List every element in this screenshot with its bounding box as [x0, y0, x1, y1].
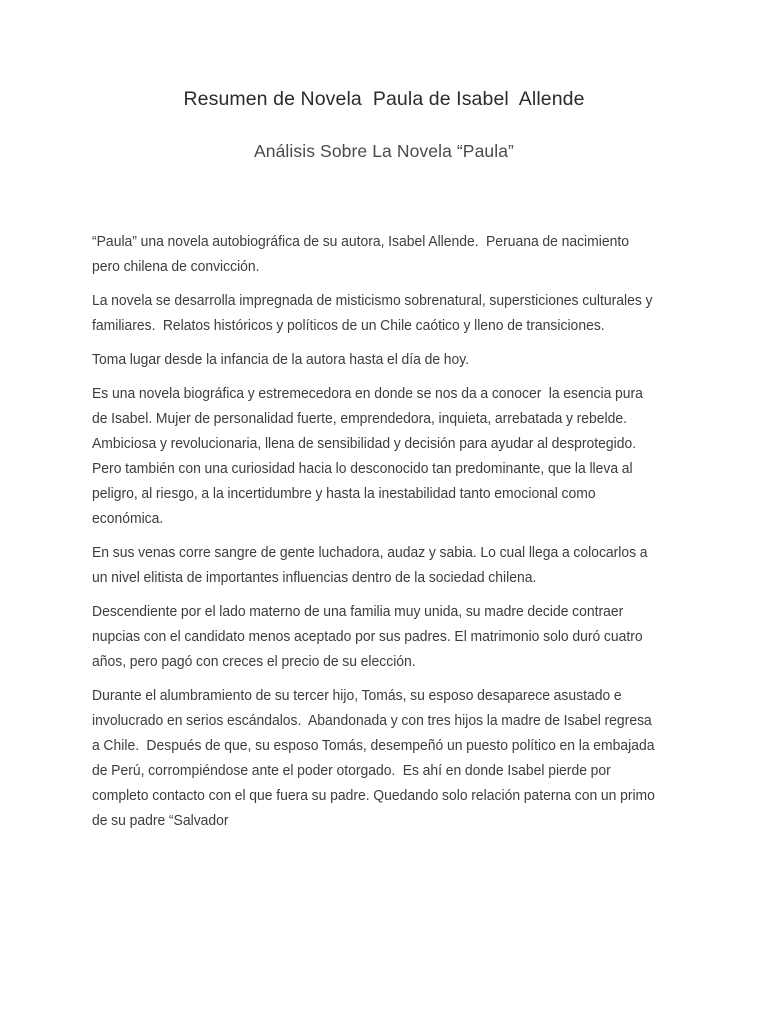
- paragraph: La novela se desarrolla impregnada de misticismo sobrenatural, supersticiones culturales y familiares. Relatos históricos y políticos de un Chile caótico y lleno de transiciones.: [92, 293, 657, 334]
- paragraph: Descendiente por el lado materno de una familia muy unida, su madre decide contraer nupcias con el candidato menos aceptado por sus padres. El matrimonio solo duró cuatro años, pero pagó con creces el precio de su elección.: [92, 604, 647, 670]
- document-body: [92, 230, 684, 843]
- paragraph: En sus venas corre sangre de gente luchadora, audaz y sabia. Lo cual llega a colocarlos a un nivel elitista de importantes influencias dentro de la sociedad chilena.: [92, 545, 652, 586]
- paragraph: Es una novela biográfica y estremecedora en donde se nos da a conocer la esencia pura de Isabel. Mujer de personalidad fuerte, emprendedora, inquieta, arrebatada y rebelde. Ambiciosa y revolucionaria, llena de sensibilidad y decisión para ayudar al desprotegido. Pero también con una curiosidad hacia lo desconocido tan predominante, que la lleva al peligro, al riesgo, a la incertidumbre y hasta la inestabilidad tanto emocional como económica.: [92, 386, 647, 527]
- page-subtitle: Análisis Sobre La Novela “Paula”: [253, 141, 514, 161]
- page-title: Resumen de Novela Paula de Isabel Allende: [183, 88, 585, 110]
- paragraph: Toma lugar desde la infancia de la autora hasta el día de hoy.: [92, 352, 470, 368]
- paragraph: Durante el alumbramiento de su tercer hijo, Tomás, su esposo desaparece asustado e involucrado en serios escándalos. Abandonada y con tres hijos la madre de Isabel regresa a Chile. Después de que, su esposo Tomás, desempeñó un puesto político en la embajada de Perú, corrompiéndose ante el poder otorgado. Es ahí en donde Isabel pierde por completo contacto con el que fuera su padre. Quedando solo relación paterna con un primo de su padre “Salvador: [92, 688, 659, 829]
- paragraph: “Paula” una novela autobiográfica de su autora, Isabel Allende. Peruana de nacimiento pero chilena de convicción.: [92, 234, 633, 275]
